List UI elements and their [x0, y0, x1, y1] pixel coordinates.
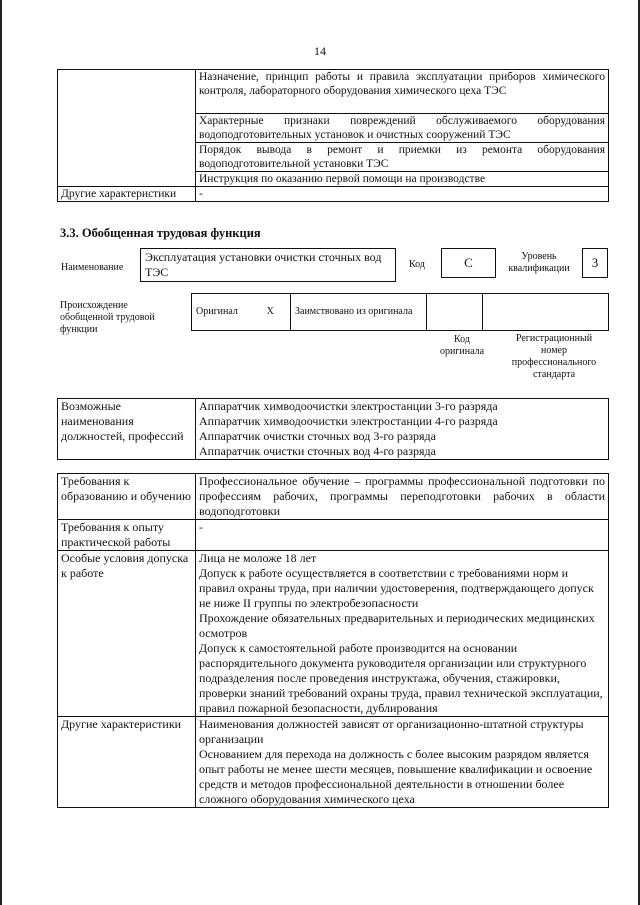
borrowed-label: Заимствовано из оригинала: [291, 294, 427, 331]
condition-item: Допуск к работе осуществляется в соответствии с требованиями норм и правил охраны труда, при наличии удостоверения, подтверждающего допуск не ниже II группы по электробезопасности: [199, 566, 594, 610]
education-label: Требования к образованию и обучению: [58, 474, 196, 520]
position-item: Аппаратчик химводоочистки электростанции 4-го разряда: [199, 414, 498, 428]
original-label: Оригинал: [192, 294, 251, 331]
qualification-level-box: 3: [582, 248, 608, 278]
condition-item: Лица не моложе 18 лет: [199, 551, 317, 565]
other-item: Основанием для перехода на должность с более высоким разрядом является опыт работы не менее шести месяцев, повышение квалификации и освоение средств и методов профессиональной деятельности в отношении более сложного оборудования химического цеха: [199, 747, 593, 806]
position-item: Аппаратчик химводоочистки электростанции 3-го разряда: [199, 399, 498, 413]
experience-label: Требования к опыту практической работы: [58, 520, 196, 551]
origin-table: [191, 293, 609, 331]
code-original-label: Код оригинала: [439, 334, 485, 357]
conditions-label: Особые условия допуска к работе: [58, 551, 196, 717]
requirements-table: [57, 473, 609, 808]
other-characteristics-value: -: [196, 187, 609, 202]
positions-list: [196, 399, 609, 460]
other-list: [196, 717, 609, 808]
qualification-level-label: Уровень квалификации: [508, 251, 570, 274]
experience-value: -: [196, 520, 609, 551]
positions-label: Возможные наименования должностей, профессий: [58, 399, 196, 460]
function-name-box: Эксплуатация установки очистки сточных вод ТЭС: [140, 248, 396, 282]
positions-table: [57, 398, 609, 460]
education-value: Профессиональное обучение – программы профессиональной подготовки по профессиям рабочих, программы переподготовки рабочих в области водоподготовки: [196, 474, 609, 520]
position-item: Аппаратчик очистки сточных вод 3-го разряда: [199, 429, 436, 443]
name-label: Наименование: [61, 262, 124, 273]
other-label: Другие характеристики: [58, 717, 196, 808]
code-original-cell: [427, 294, 483, 331]
code-label: Код: [409, 259, 425, 270]
section-title: 3.3. Обобщенная трудовая функция: [60, 226, 261, 240]
position-item: Аппаратчик очистки сточных вод 4-го разряда: [199, 444, 436, 458]
other-item: Наименования должностей зависят от организационно-штатной структуры организации: [199, 717, 584, 746]
other-characteristics-label: Другие характеристики: [58, 187, 196, 202]
knowledge-label-cell: [58, 70, 196, 187]
knowledge-row: Назначение, принцип работы и правила эксплуатации приборов химического контроля, лабораторного оборудования химического цеха ТЭС: [196, 70, 609, 114]
origin-label: Происхождение обобщенной трудовой функции: [60, 300, 155, 335]
knowledge-row: Инструкция по оказанию первой помощи на производстве: [196, 172, 609, 187]
conditions-list: [196, 551, 609, 717]
code-box: C: [441, 248, 496, 278]
scan-edge-left: [0, 0, 2, 905]
knowledge-row: Порядок вывода в ремонт и приемки из ремонта оборудования водоподготовительной установки ТЭС: [196, 143, 609, 172]
knowledge-row: Характерные признаки повреждений обслуживаемого оборудования водоподготовительных установок и очистных сооружений ТЭС: [196, 114, 609, 143]
condition-item: Допуск к самостоятельной работе производится на основании распорядительного документа руководителя организации или структурного подразделения после проведения инструктажа, обучения, стажировки, проверки знаний требований охраны труда, правил технической эксплуатации, правил пожарной безопасности, дублирования: [199, 641, 603, 715]
reg-number-label: Регистрационный номер профессионального стандарта: [511, 333, 597, 380]
condition-item: Прохождение обязательных предварительных и периодических медицинских осмотров: [199, 611, 595, 640]
knowledge-table-continuation: [57, 69, 609, 202]
original-mark: X: [251, 294, 291, 331]
reg-number-cell: [483, 294, 609, 331]
page-number: 14: [314, 44, 326, 58]
